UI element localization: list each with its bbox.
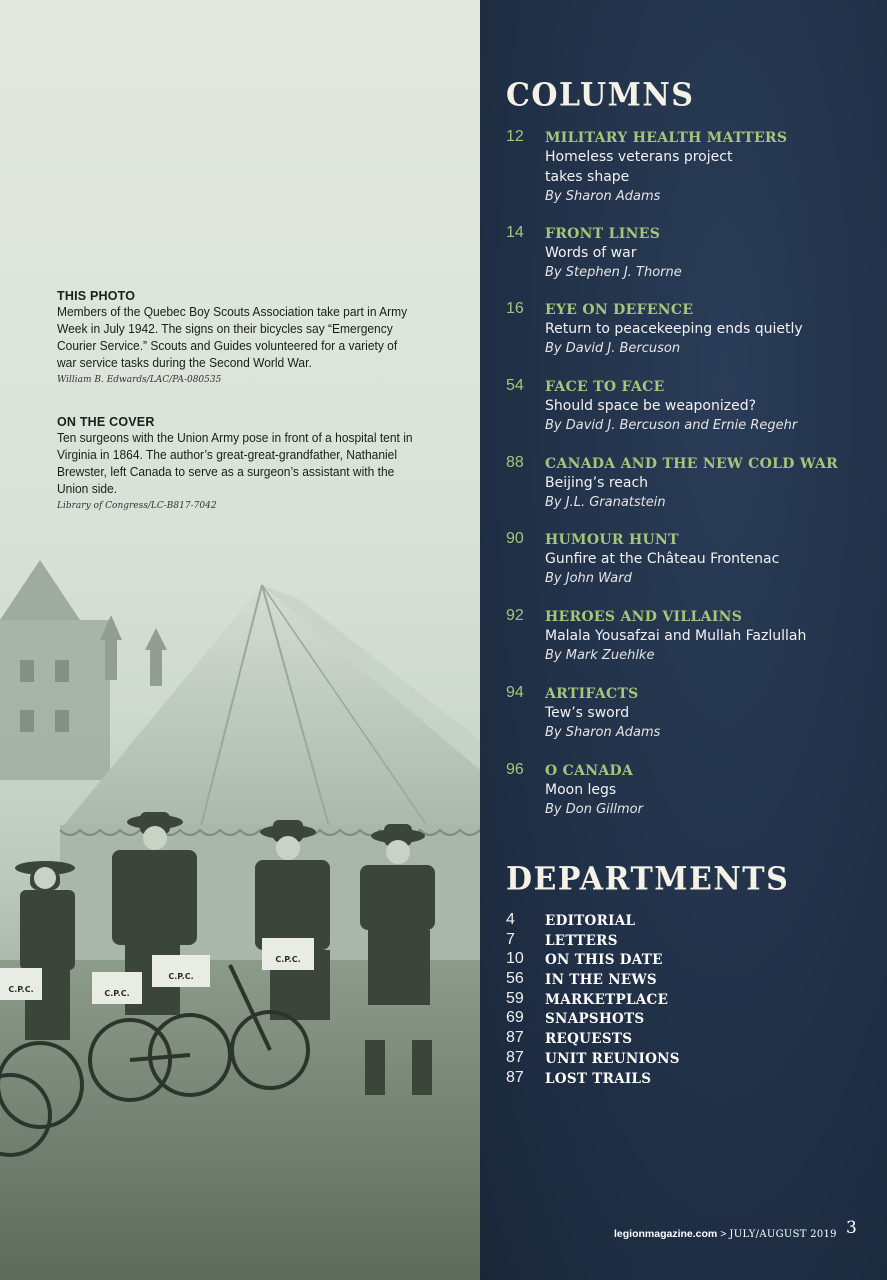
department-page-number: 56 (506, 970, 524, 988)
department-page-number: 59 (506, 989, 524, 1007)
courier-sign-text: C.P.C. (104, 989, 130, 998)
department-item[interactable] (480, 1068, 887, 1088)
cover-credit: Library of Congress/LC-B817-7042 (57, 501, 217, 511)
column-title: Gunfire at the Château Frontenac (545, 551, 780, 568)
footer-issue: JULY/AUGUST 2019 (729, 1229, 837, 1240)
column-item[interactable] (480, 761, 887, 838)
column-category: O CANADA (545, 762, 634, 779)
footer-separator: > (720, 1228, 727, 1240)
columns-heading: COLUMNS (506, 77, 695, 114)
department-item[interactable] (480, 910, 887, 930)
column-page-number: 92 (506, 607, 524, 625)
contents-panel (480, 0, 887, 1280)
column-title: Malala Yousafzai and Mullah Fazlullah (545, 628, 807, 645)
column-category: FACE TO FACE (545, 379, 665, 396)
department-label: REQUESTS (545, 1031, 633, 1048)
department-label: IN THE NEWS (545, 972, 657, 989)
department-item[interactable] (480, 1048, 887, 1068)
column-title: Return to peacekeeping ends quietly (545, 321, 803, 338)
column-title: Should space be weaponized? (545, 398, 757, 415)
department-item[interactable] (480, 969, 887, 989)
cover-body: Ten surgeons with the Union Army pose in front of a hospital tent in Virginia in 1864. The author’s great-great-grandfather, Nathaniel Brewster, left Canada to serve as a surgeon’s assistant with the Union side. (57, 431, 413, 496)
column-page-number: 94 (506, 683, 524, 701)
department-item[interactable] (480, 1028, 887, 1048)
column-item[interactable] (480, 454, 887, 531)
page-footer (614, 1218, 874, 1242)
column-author: By Sharon Adams (545, 189, 661, 204)
department-item[interactable] (480, 989, 887, 1009)
columns-list (480, 128, 887, 837)
column-page-number: 90 (506, 530, 524, 548)
column-item[interactable] (480, 128, 887, 205)
column-category: FRONT LINES (545, 225, 661, 242)
this-photo-body: Members of the Quebec Boy Scouts Association take part in Army Week in July 1942. The signs on their bicycles say “Emergency Courier Service.” Scouts and Guides volunteered for a variety of war service tasks during the Second World War. (57, 305, 408, 370)
department-label: ON THIS DATE (545, 952, 663, 969)
column-page-number: 14 (506, 223, 524, 241)
department-page-number: 87 (506, 1029, 524, 1047)
cover-title: ON THE COVER (57, 415, 155, 429)
department-label: SNAPSHOTS (545, 1011, 645, 1028)
cover-caption (57, 415, 437, 511)
this-photo-caption (57, 289, 437, 385)
column-author: By Sharon Adams (545, 724, 661, 740)
column-category: ARTIFACTS (545, 685, 639, 702)
this-photo-title: THIS PHOTO (57, 289, 136, 303)
department-label: UNIT REUNIONS (545, 1050, 680, 1067)
column-item[interactable] (480, 684, 887, 761)
column-author: By Mark Zuehlke (545, 648, 655, 664)
department-page-number: 10 (506, 950, 524, 968)
department-page-number: 87 (506, 1068, 524, 1086)
column-author: By J.L. Granatstein (545, 494, 666, 510)
photo-captions (57, 289, 437, 541)
departments-list (480, 910, 887, 1087)
column-item[interactable] (480, 224, 887, 301)
department-label: MARKETPLACE (545, 991, 669, 1008)
column-author: By John Ward (545, 571, 632, 587)
column-page-number: 88 (506, 453, 524, 471)
department-page-number: 7 (506, 930, 515, 948)
column-author: By Don Gillmor (545, 801, 643, 817)
departments-heading: DEPARTMENTS (506, 861, 790, 898)
column-page-number: 16 (506, 300, 524, 318)
column-title: Tew’s sword (545, 704, 630, 721)
column-page-number: 12 (506, 128, 524, 145)
courier-sign-text: C.P.C. (275, 955, 301, 964)
column-category: MILITARY HEALTH MATTERS (545, 130, 788, 146)
column-title: Words of war (545, 244, 637, 261)
column-item[interactable] (480, 300, 887, 377)
department-page-number: 4 (506, 911, 515, 928)
footer-site-link[interactable]: legionmagazine.com (614, 1228, 718, 1240)
column-title: Homeless veterans project takes shape (545, 149, 733, 185)
department-page-number: 87 (506, 1048, 524, 1066)
column-category: CANADA AND THE NEW COLD WAR (545, 455, 839, 472)
column-category: EYE ON DEFENCE (545, 302, 694, 319)
department-page-number: 69 (506, 1009, 524, 1027)
column-author: By David J. Bercuson and Ernie Regehr (545, 418, 798, 434)
column-author: By David J. Bercuson (545, 341, 681, 357)
courier-sign-text: C.P.C. (168, 972, 194, 981)
page-number: 3 (846, 1218, 857, 1238)
department-item[interactable] (480, 949, 887, 969)
column-page-number: 96 (506, 760, 524, 778)
column-item[interactable] (480, 530, 887, 607)
department-label: EDITORIAL (545, 913, 636, 929)
this-photo-credit: William B. Edwards/LAC/PA-080535 (57, 375, 222, 385)
column-item[interactable] (480, 377, 887, 454)
column-title: Moon legs (545, 781, 617, 798)
column-item[interactable] (480, 607, 887, 684)
department-item[interactable] (480, 1008, 887, 1028)
courier-sign-text: C.P.C. (8, 985, 34, 994)
department-label: LOST TRAILS (545, 1070, 652, 1087)
department-item[interactable] (480, 930, 887, 950)
column-category: HUMOUR HUNT (545, 532, 679, 549)
column-author: By Stephen J. Thorne (545, 264, 682, 280)
column-page-number: 54 (506, 377, 524, 395)
column-category: HEROES AND VILLAINS (545, 609, 743, 626)
column-title: Beijing’s reach (545, 474, 649, 491)
department-label: LETTERS (545, 932, 618, 949)
